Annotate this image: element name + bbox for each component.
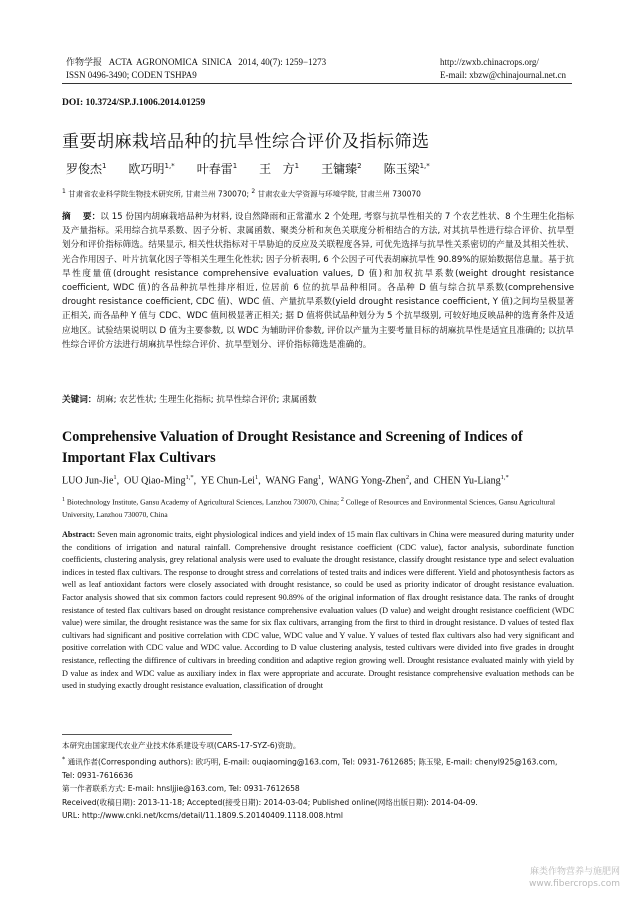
english-authors: LUO Jun-Jie$^1$, OU Qiao-Ming$^{1,*}$, YE Chun-Lei$^1$, WANG Fang$^1$, WANG Yong-Zhen$^2$, and CHEN Yu-Liang$^{1,*}$ bbox=[62, 474, 509, 487]
first-author-note: 第一作者联系方式: E-mail: hnsljjie@163.com, Tel: 0931-7612658 bbox=[62, 784, 300, 794]
chinese-abstract bbox=[62, 210, 574, 352]
abstract-label-cn: 摘 要： bbox=[62, 212, 101, 222]
journal-header-line: 作物学报 ACTA AGRONOMICA SINICA 2014, 40(7): 1259−1273 bbox=[66, 57, 327, 67]
abstract-text-cn: 以 15 份国内胡麻栽培品种为材料, 设自然降雨和正常灌水 2 个处理, 考察与抗旱性相关的 7 个农艺性状、8 个生理生化指标及产量指标。采用综合抗旱系数、因子分析、隶属函数、聚类分析和灰色关联度分析相结合的方法, 对其抗旱性进行综合评价、抗旱型划分和评价指标筛选。结果显示, 相关性状指标对干旱胁迫的反应及关联程度各异, 可优先选择与抗旱性关系密切的产量及其相关性状、光合作用因子、叶片抗氧化因子等相关生理生化性状; 因子分析表明, 6 个公因子可代表胡麻抗旱性 90.89%的原始数据信息量。基于抗旱性度量值(drought resistance comprehensive evaluation values, D 值)和加权抗旱系数(weight drought resistance coefficient, WDC 值)的各品种抗旱性排序相近, 位居前 6 位的抗旱品种相同。各品种 D 值与综合抗旱系数(comprehensive drought resistance coefficient, CDC 值)、WDC 值、产量抗旱系数(yield drought resistance coefficient, Y 值)之间均呈极显著正相关, 而各品种 Y 值与 CDC、WDC 值间极显著正相关; 据 D 值将供试品种划分为 5 个抗旱级别, 可较好地反映品种的选育条件及适应地区。试验结果说明以 D 值为主要参数, 以 WDC 为辅助评价参数, 评价以产量为主要考量目标的胡麻抗旱性是适宜且准确的; 以抗旱性综合评价方法进行胡麻抗旱性综合评价、抗旱型划分、评价指标筛选是准确的。 bbox=[62, 212, 574, 350]
corresponding-note: * 通讯作者(Corresponding authors): 欧巧明, E-mail: ouqiaoming@163.com, Tel: 0931-7612685; 陈玉梁, E-mail: chenyl925@163.com, bbox=[62, 755, 558, 767]
chinese-title: 重要胡麻栽培品种的抗旱性综合评价及指标筛选 bbox=[62, 132, 430, 152]
footnotes bbox=[62, 739, 577, 823]
abstract-label-en: Abstract: bbox=[62, 530, 96, 539]
author-cn: 王 方$^1$ bbox=[259, 162, 300, 176]
author-cn: 罗俊杰$^1$ bbox=[66, 162, 107, 176]
funding-note: 本研究由国家现代农业产业技术体系建设专项(CARS-17-SYZ-6)资助。 bbox=[62, 741, 301, 750]
english-title: Comprehensive Valuation of Drought Resistance and Screening of Indices of Important Flax Cultivars bbox=[62, 429, 523, 466]
author-cn: 叶春雷$^1$ bbox=[196, 162, 238, 176]
received-dates: Received(收稿日期): 2013-11-18; Accepted(接受日期): 2014-03-04; Published online(网络出版日期): 2014-04-09. bbox=[62, 797, 478, 807]
english-affiliation: $^1$ Biotechnology Institute, Gansu Academy of Agricultural Sciences, Lanzhou 730070, China; $^2$ College of Resources and Environmental Sciences, Gansu Agricultural University, Lanzhou 730070, China bbox=[62, 497, 556, 519]
chinese-keywords: 关键词：胡麻; 农艺性状; 生理生化指标; 抗旱性综合评价; 隶属函数 bbox=[62, 395, 317, 405]
header-rule bbox=[62, 83, 572, 84]
doi: DOI: 10.3724/SP.J.1006.2014.01259 bbox=[62, 98, 206, 108]
footnote-rule bbox=[62, 734, 232, 735]
journal-url[interactable]: http://zwxb.chinacrops.org/ bbox=[440, 57, 539, 67]
issn-line: ISSN 0496-3490; CODEN TSHPA9 bbox=[66, 70, 197, 80]
author-cn: 王镛臻$^2$ bbox=[321, 162, 362, 176]
abstract-text-en: Seven main agronomic traits, eight physiological indices and yield index of 15 main flax cultivars in China were measured during maturity under the conditions of irrigation and natural rainfall. Comprehensive drought resistance coefficient (CDC value), factor analysis, subordinate function coefficients, clustering analysis, grey relational analysis were used to evaluate the drought resistance, classify drought resistance type and select evaluation indices in tested flax cultivars. The response to drought stress and correlations of tested traits and indices were different. Yield and photosynthesis factors as well as leaf antioxidant factors were closely associated with drought resistance, so could be used as priority indicator of drought resistance evaluation. Factor analysis showed that six common factors could represent 90.89% of the original information of flax drought resistance data. The ranks of drought resistance of tested flax cultivars based on drought resistance comprehensive evaluation values (D value) and weight drought resistance coefficient (WDC value) were similar, the drought resistance was the same for six flax cultivars, arranging from the first to third in drought resistance. D values of tested flax cultivars had significant and positive correlation with CDC value, WDC value and Y value. Y values of tested flax cultivars also had very significant and positive correlation with CDC value and WDC value. According to D value clustering analysis, tested cultivars were divided into five grades in drought resistance, reflecting the diffirence of cultivars in breeding condition and adaptive region growing well. Drought resistance evaluated mainly with yield by D value as index and WDC value as auxiliary index in flax were appropriate and accurate. Drought resistance comprehensive evaluation methods can be used in studying exactly drought resistance evaluation, classification of drought bbox=[62, 530, 574, 691]
chinese-authors bbox=[66, 160, 430, 177]
cnki-url[interactable]: URL: http://www.cnki.net/kcms/detail/11.1809.S.20140409.1118.008.html bbox=[62, 811, 344, 821]
author-cn: 陈玉梁$^{1,*}$ bbox=[383, 162, 430, 176]
corresponding-tel: Tel: 0931-7616636 bbox=[62, 770, 133, 780]
chinese-affiliation: $^1$ 甘肃省农业科学院生物技术研究所, 甘肃兰州 730070; $^2$ 甘肃农业大学资源与环境学院, 甘肃兰州 730070 bbox=[62, 188, 421, 199]
journal-email[interactable]: E-mail: xbzw@chinajournal.net.cn bbox=[440, 70, 566, 80]
author-cn: 欧巧明$^{1,*}$ bbox=[128, 162, 175, 176]
english-abstract bbox=[62, 529, 574, 693]
site-watermark: 麻类作物营养与施肥网 www.fibercrops.com bbox=[529, 867, 620, 889]
